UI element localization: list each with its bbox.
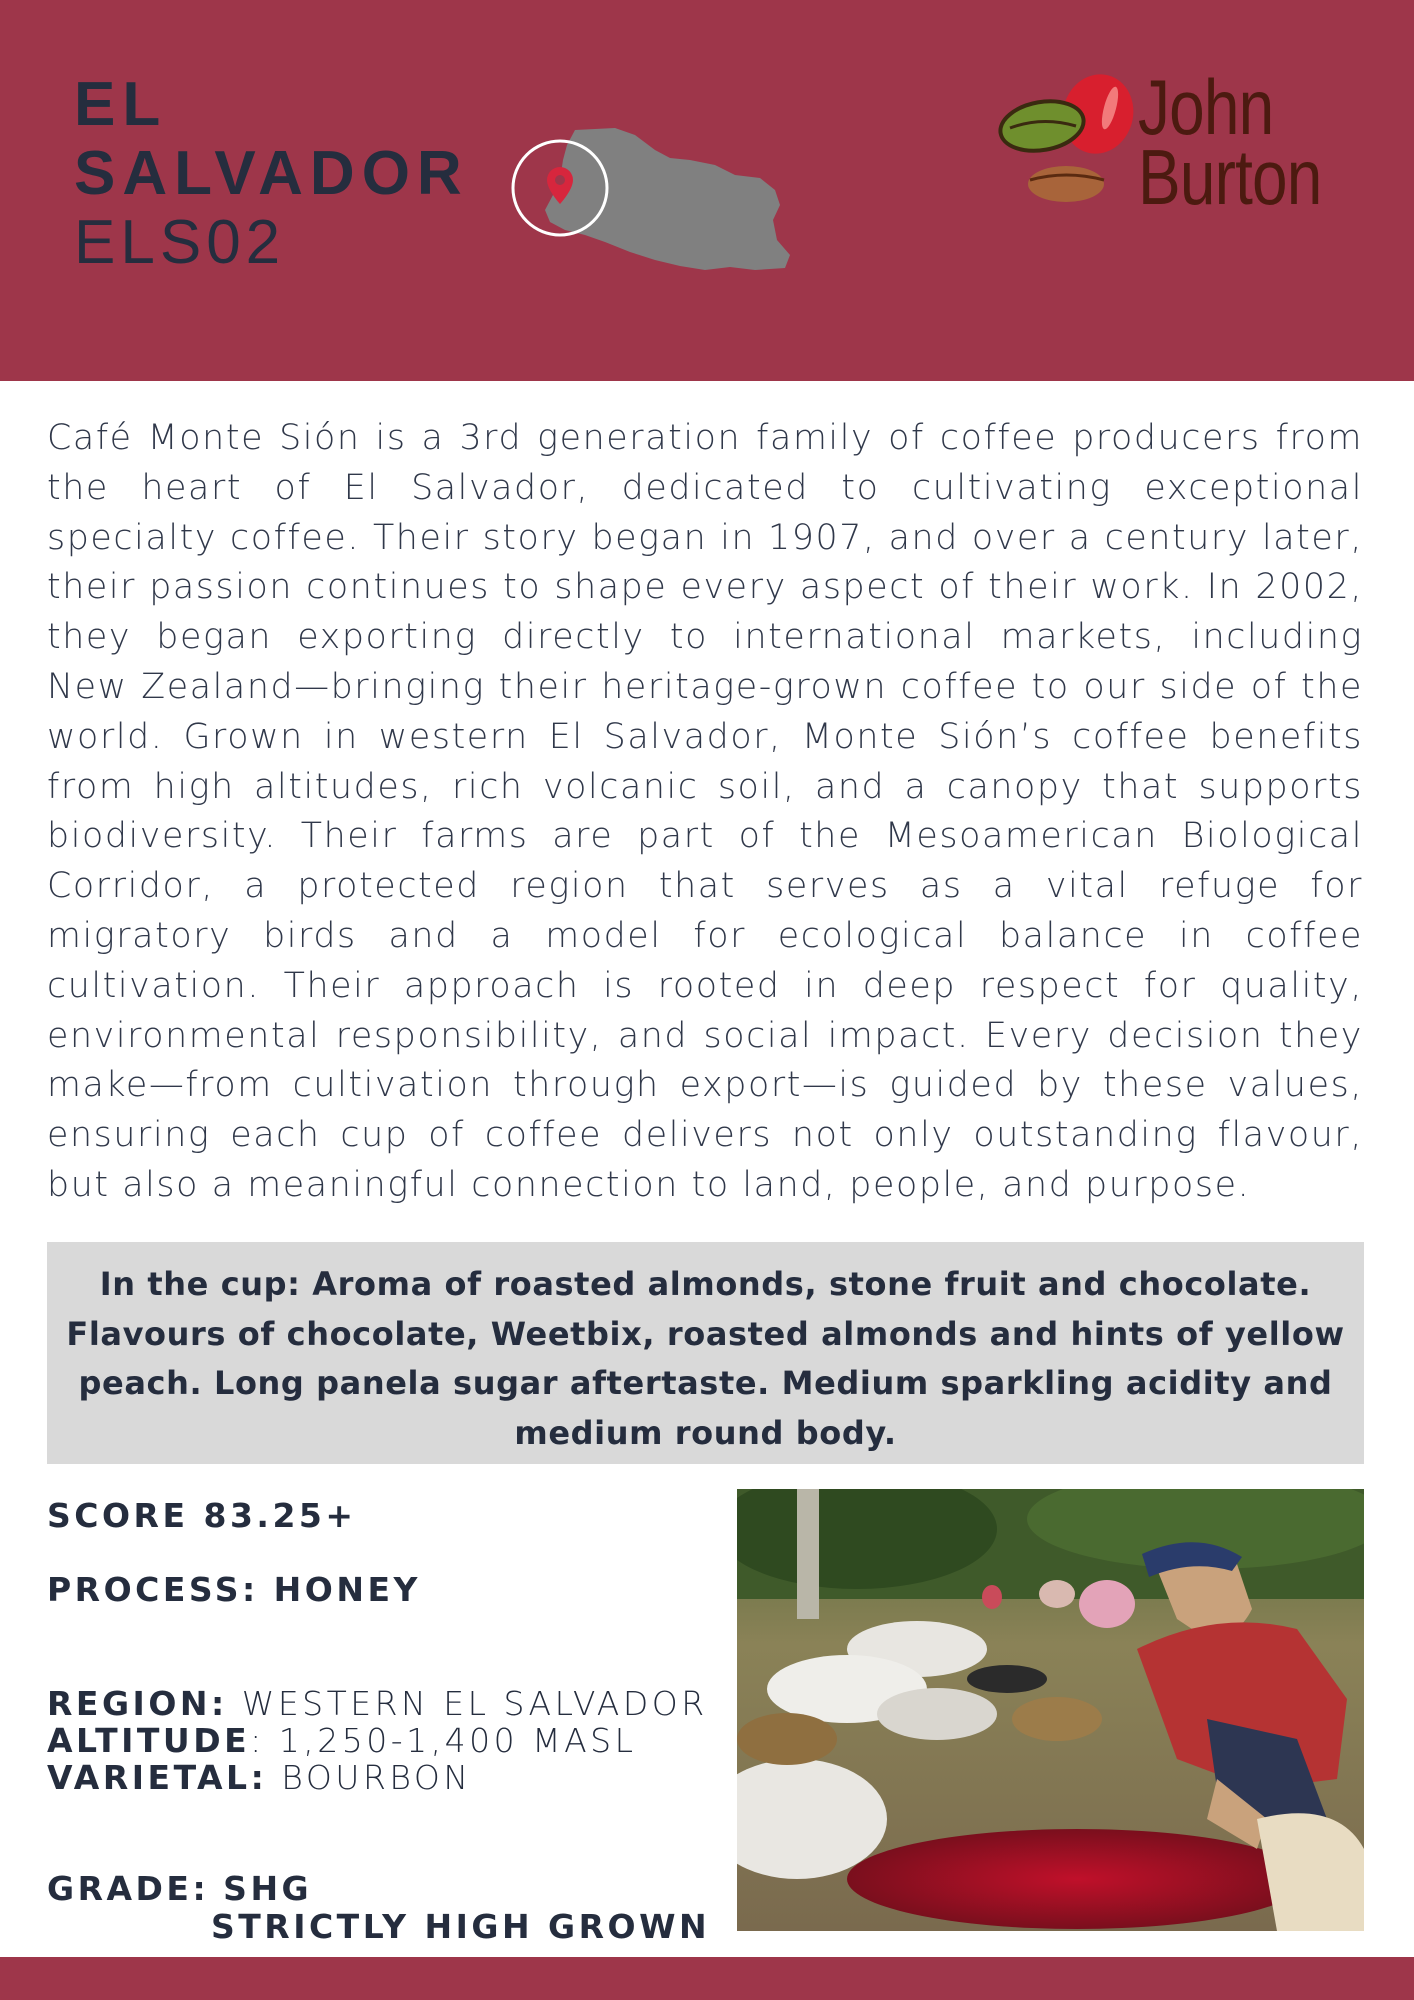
region [47,1685,708,1722]
brand-line-1: John [1138,63,1274,151]
country-line-1: EL [74,70,168,139]
altitude-label: ALTITUDE [47,1721,251,1760]
cup-notes-text: In the cup: Aroma of roasted almonds, stone fruit and chocolate. Flavours of chocolate, Weetbix, roasted almonds and hints of yellow peach. Long panela sugar aftertaste. Medium sparkling acidity and medium round body. [66,1265,1345,1452]
grade-description: STRICTLY HIGH GROWN [211,1907,711,1946]
region-value: WESTERN EL SALVADOR [241,1684,708,1723]
coffee-harvest-photo [737,1489,1364,1931]
varietal-label: VARIETAL: [47,1758,268,1797]
footer-band [0,1957,1414,2000]
country-name [74,70,469,208]
varietal-value: BOURBON [281,1758,472,1797]
producer-description: Café Monte Sión is a 3rd generation family of coffee producers from the heart of El Salvador, dedicated to cultivating exceptional specialty coffee. Their story began in 1907, and over a century later, their passion continues to shape every aspect of their work. In 2002, they began exporting directly to international markets, including New Zealand—bringing their heritage-grown coffee to our side of the world. Grown in western El Salvador, Monte Sión’s coffee benefits from high altitudes, rich volcanic soil, and a canopy that supports biodiversity. Their farms are part of the Mesoamerican Biological Corridor, a protected region that serves as a vital refuge for migratory birds and a model for ecological balance in coffee cultivation. Their approach is rooted in deep respect for quality, environmental responsibility, and social impact. Every decision they make—from cultivation through export—is guided by these values, ensuring each cup of coffee delivers not only outstanding flavour, but also a meaningful connection to land, people, and purpose. [47,418,1363,1205]
process: PROCESS: HONEY [47,1570,421,1609]
region-label: REGION: [47,1684,228,1723]
el-salvador-map [505,120,795,280]
grade [47,1870,312,1908]
grade-label: GRADE: [47,1869,210,1908]
varietal [47,1759,472,1796]
brand-name [1138,63,1322,221]
grade-value: SHG [223,1869,313,1908]
altitude [47,1722,636,1759]
country-silhouette [545,128,790,270]
score: SCORE 83.25+ [47,1496,357,1535]
country-line-2: SALVADOR [74,139,469,208]
altitude-value: : 1,250-1,400 MASL [250,1721,637,1760]
brown-bean-icon [1028,166,1104,202]
brand-line-2: Burton [1138,133,1322,221]
coffee-code: ELS02 [74,208,286,277]
